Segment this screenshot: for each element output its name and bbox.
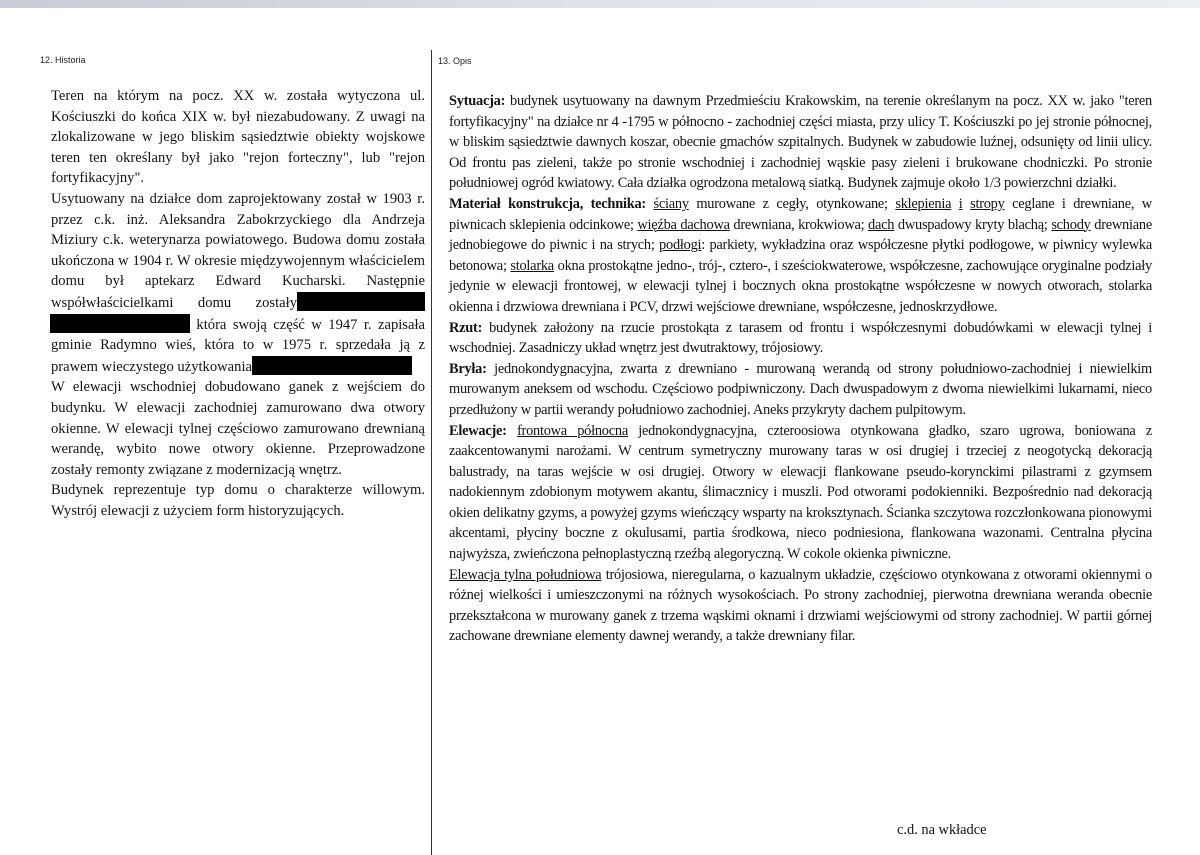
description-column xyxy=(449,91,1152,647)
description-material: Materiał konstrukcja, technika: ściany murowane z cegły, otynkowane; sklepienia i stropy ceglane i drewniane, w piwnicach sklepienia odcinkowe; więźba dachowa drewniana, krokwiowa; dach dwuspadowy kryty blachą; schody drewniane jednobiegowe do piwnic i na strych; podłogi: parkiety, wykładzina oraz współczesne płytki podłogowe, w piwnicy wylewka betonowa; stolarka okna prostokątne jedno-, trój-, cztero-, i sześciokwaterowe, współczesne, zachowujące oryginalne podziały jedynie w elewacji frontowej, w elewacji tylnej i bocznych okna prostokątne współczesne w nowych otworach, stolarka okienna i drzwiowa drewniana i PCV, drzwi wejściowe drewniane, współczesne, jednoskrzydłowe. xyxy=(449,195,1153,315)
continued-note: c.d. na wkładce xyxy=(897,822,987,838)
history-column xyxy=(51,86,425,521)
redacted-block xyxy=(252,356,286,375)
label-bryla: Bryła: xyxy=(449,360,487,377)
label-elewacje: Elewacje: xyxy=(449,422,507,439)
label-material: Materiał konstrukcja, technika: xyxy=(449,195,646,212)
description-elewacje: Elewacje: frontowa północna jednokondygnacyjna, czteroosiowa otynkowana gładko, szaro ugrowa, boniowana z zaakcentowanymi narożami. W centrum symetryczny murowany taras w osi drugiej i trzeciej z neogotycką dekoracją balustrady, na taras wejście w osi drugiej. Otwory w elewacji flankowane pseudo-korynckimi pilastrami z gzymsem nadokiennym zdobionym motywem akantu, ślimacznicy i muszli. Pod otworami podokienniki. Bezpośrednio nad dekoracją okien delikatny gzyms, a powyżej gzyms wieńczący wsparty na kroksztynach. Ścianka szczytowa rozczłonkowana pionowymi akcentami, płyciny boczne z okulusami, partia środkowa, nieco podniesiona, flankowana wazonami. Centralna płycina najwyższa, zwieńczona pełnoplastyczną rzeźbą alegoryczną. W cokole okienka piwniczne. xyxy=(449,422,1152,563)
redacted-block xyxy=(50,314,190,333)
history-paragraph-ownership: Usytuowany na działce dom zaprojektowany został w 1903 r. przez c.k. inż. Aleksandra Zabokrzyckiego dla Andrzeja Miziury c.k. weterynarza powiatowego. Budowa domu została ukończona w 1904 r. W okresie międzywojennym właścicielem domu był aptekarz Edward Kucharski. Następnie współwłaścicielkami domu zostały która swoją część w 1947 r. zapisała gminie Radymno wieś, która to w 1975 r. sprzedała ją z prawem wieczystego użytkowania xyxy=(51,190,425,375)
description-bryla: Bryła: jednokondygnacyjna, zwarta z drewniano - murowaną werandą od strony południowo-zachodniej i niewielkim murowanym aneksem od wschodu. Częściowo podpiwniczony. Dach dwuspadowym z dwoma niewielkimi lukarnami, nieco przedłużony w partii werandy południowo zachodniej. Aneks przykryty dachem pulpitowym. xyxy=(449,360,1152,418)
history-paragraph: W elewacji wschodniej dobudowano ganek z wejściem do budynku. W elewacji zachodniej zamurowano dwa otwory okienne. W elewacji tylnej częściowo zamurowano drewnianą werandę, wybito nowe otwory okienne. Przeprowadzone zostały remonty związane z modernizacją wnętrz. xyxy=(51,379,425,478)
history-paragraph: Teren na którym na pocz. XX w. została wytyczona ul. Kościuszki do końca XIX w. był niezabudowany. Z uwagi na zlokalizowane w jego bliskim sąsiedztwie obiekty wojskowe teren ten określany był jako "rejon forteczny", lub "rejon fortyfikacyjny". xyxy=(51,88,425,187)
column-divider xyxy=(431,50,432,855)
history-paragraph: Budynek reprezentuje typ domu o charakterze willowym. Wystrój elewacji z użyciem form historyzujących. xyxy=(51,482,425,519)
label-sytuacja: Sytuacja: xyxy=(449,93,506,109)
description-sytuacja: Sytuacja: budynek usytuowany na dawnym Przedmieściu Krakowskim, na terenie określanym na pocz. XX w. jako "teren fortyfikacyjny" na działce nr 4 -1795 w północno - zachodniej części miasta, przy ulicy T. Kościuszki po jej stronie północnej, w bliskim sąsiedztwie dawnych koszar, obecnie gmachów szpitalnych. Budynek w zabudowie luźnej, odsunięty od linii ulicy. Od frontu pas zieleni, także po stronie wschodniej i zachodniej wąskie pasy zieleni i brukowane chodniczki. Po stronie południowej ogród kwiatowy. Cała działka ogrodzona metalową siatką. Budynek zajmuje około 1/3 powierzchni działki. xyxy=(449,93,1152,192)
section-label-history: 12. Historia xyxy=(40,55,86,65)
section-label-description: 13. Opis xyxy=(438,56,472,66)
scan-edge xyxy=(0,0,1200,8)
redacted-block xyxy=(284,356,412,375)
redacted-block xyxy=(297,292,425,311)
description-elewacja-tylna: Elewacja tylna południowa trójosiowa, nieregularna, o kazualnym układzie, częściowo otynkowana z otworami okiennymi o różnej wielkości i umieszczonymi na różnych wysokościach. Po strony zachodniej, pierwotna drewniana weranda obecnie przekształcona w murowany ganek z trzema wąskimi oknami i drzwiami wejściowymi od strony zachodniej. W partii górnej zachowane drewniane elementy dawnej werandy, a także drewniany filar. xyxy=(449,566,1152,645)
description-rzut: Rzut: budynek założony na rzucie prostokąta z tarasem od frontu i współczesnymi dobudówkami w elewacji tylnej i wschodniej. Zasadniczy układ wnętrz jest dwutraktowy, trójosiowy. xyxy=(449,319,1152,357)
label-rzut: Rzut: xyxy=(449,319,483,336)
